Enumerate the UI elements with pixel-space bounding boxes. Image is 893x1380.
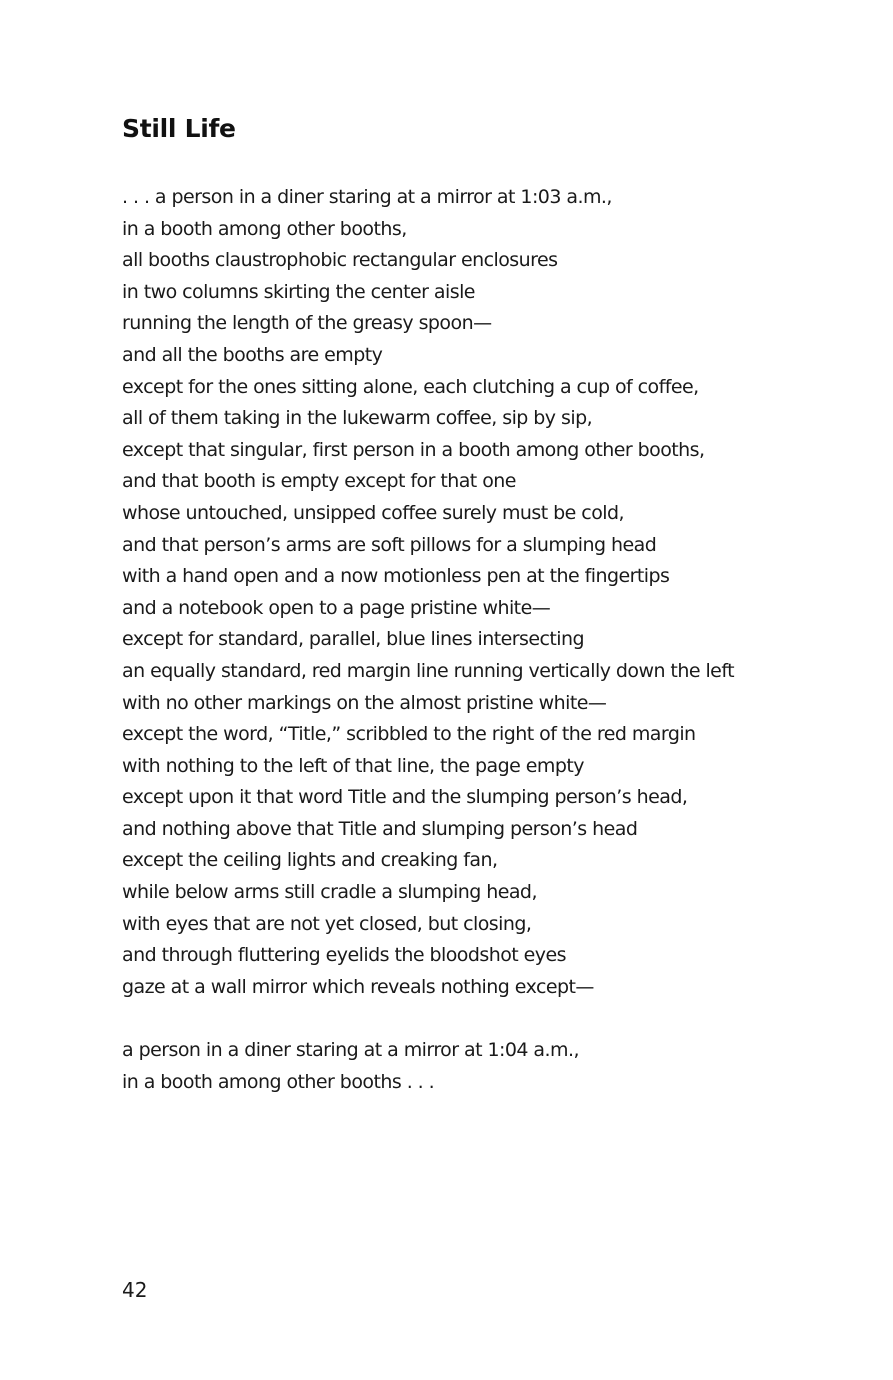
poem-line: running the length of the greasy spoon—: [122, 312, 492, 335]
poem-line: a person in a diner staring at a mirror at 1:04 a.m.,: [122, 1039, 579, 1061]
poem-line: while below arms still cradle a slumping head,: [122, 881, 537, 904]
poem-line: except for standard, parallel, blue lines intersecting: [122, 628, 585, 651]
poem-line: gaze at a wall mirror which reveals nothing except—: [122, 975, 594, 998]
poem-line: in a booth among other booths,: [122, 217, 407, 240]
poem-title: Still Life: [122, 114, 236, 143]
poem-line: whose untouched, unsipped coffee surely must be cold,: [122, 501, 625, 524]
poem-line: except the word, “Title,” scribbled to the right of the red margin: [122, 723, 696, 746]
stanza: [122, 1035, 579, 1098]
page-number: 42: [122, 1278, 148, 1302]
poem-line: and all the booths are empty: [122, 343, 383, 366]
poem-line: with no other markings on the almost pristine white—: [122, 691, 607, 714]
poem-line: and a notebook open to a page pristine white—: [122, 596, 551, 619]
poem-line: in a booth among other booths . . .: [122, 1070, 435, 1093]
poem-line: with a hand open and a now motionless pen at the fingertips: [122, 565, 670, 588]
poem-line: and that person’s arms are soft pillows for a slumping head: [122, 533, 657, 556]
poem-line: except that singular, first person in a booth among other booths,: [122, 438, 705, 461]
poem-line: and nothing above that Title and slumping person’s head: [122, 817, 638, 840]
poem-line: an equally standard, red margin line running vertically down the left: [122, 659, 735, 682]
poem-line: . . . a person in a diner staring at a mirror at 1:03 a.m.,: [122, 186, 612, 208]
poem-line: except for the ones sitting alone, each clutching a cup of coffee,: [122, 375, 699, 398]
poem-line: and that booth is empty except for that one: [122, 470, 516, 493]
poem-line: except the ceiling lights and creaking fan,: [122, 849, 498, 872]
poem-line: and through fluttering eyelids the bloodshot eyes: [122, 944, 566, 967]
poem-line: in two columns skirting the center aisle: [122, 280, 475, 303]
poem-line: all booths claustrophobic rectangular enclosures: [122, 249, 558, 272]
poem-line: except upon it that word Title and the slumping person’s head,: [122, 786, 688, 809]
stanza: [122, 182, 734, 1003]
poem-line: all of them taking in the lukewarm coffee, sip by sip,: [122, 407, 593, 430]
poem-line: with nothing to the left of that line, the page empty: [122, 754, 584, 777]
poem-line: with eyes that are not yet closed, but closing,: [122, 912, 532, 935]
